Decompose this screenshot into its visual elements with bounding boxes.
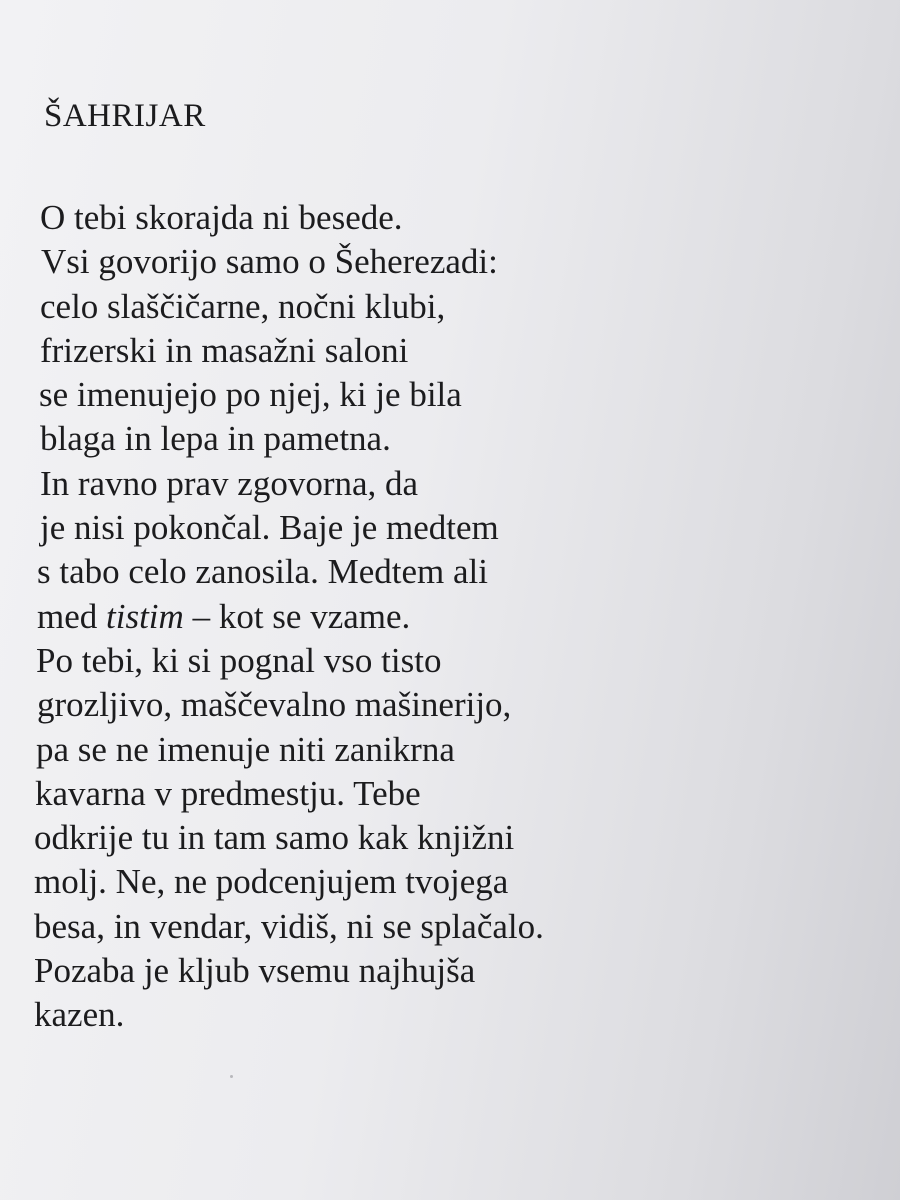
poem-line: pa se ne imenuje niti zanikrna [36,729,455,769]
poem-line: blaga in lepa in pametna. [40,419,391,459]
paper-speck [230,1075,233,1078]
poem-line-start: med [37,596,107,636]
poem-line: O tebi skorajda ni besede. [40,198,403,237]
poem-line: besa, in vendar, vidiš, ni se splačalo. [34,906,544,946]
poem-line: Pozaba je kljub vsemu najhujša [34,951,476,991]
poem-line: celo slaščičarne, nočni klubi, [40,286,446,326]
poem-line: Vsi govorijo samo o Šeherezadi: [41,242,498,282]
poem-title: ŠAHRIJAR [44,98,206,134]
poem-line: Po tebi, ki si pognal vso tisto [36,640,442,680]
italic-word: tistim [106,596,184,636]
poem-line: kavarna v predmestju. Tebe [35,773,421,813]
poem-line: In ravno prav zgovorna, da [40,463,419,503]
poem-line: odkrije tu in tam samo kak knjižni [34,818,515,858]
poem-line: se imenujejo po njej, ki je bila [39,375,462,415]
poem-line: frizerski in masažni saloni [40,330,409,370]
poem-line [37,595,544,639]
poem-line: je nisi pokončal. Baje je medtem [40,508,499,548]
poem-text [34,196,544,1038]
poem-line: kazen. [34,995,125,1035]
poem-line: s tabo celo zanosila. Medtem ali [37,552,488,592]
poem-line: grozljivo, maščevalno mašinerijo, [37,685,512,725]
poem-line: molj. Ne, ne podcenjujem tvojega [34,862,509,902]
poem-line-end: – kot se vzame. [183,596,411,636]
